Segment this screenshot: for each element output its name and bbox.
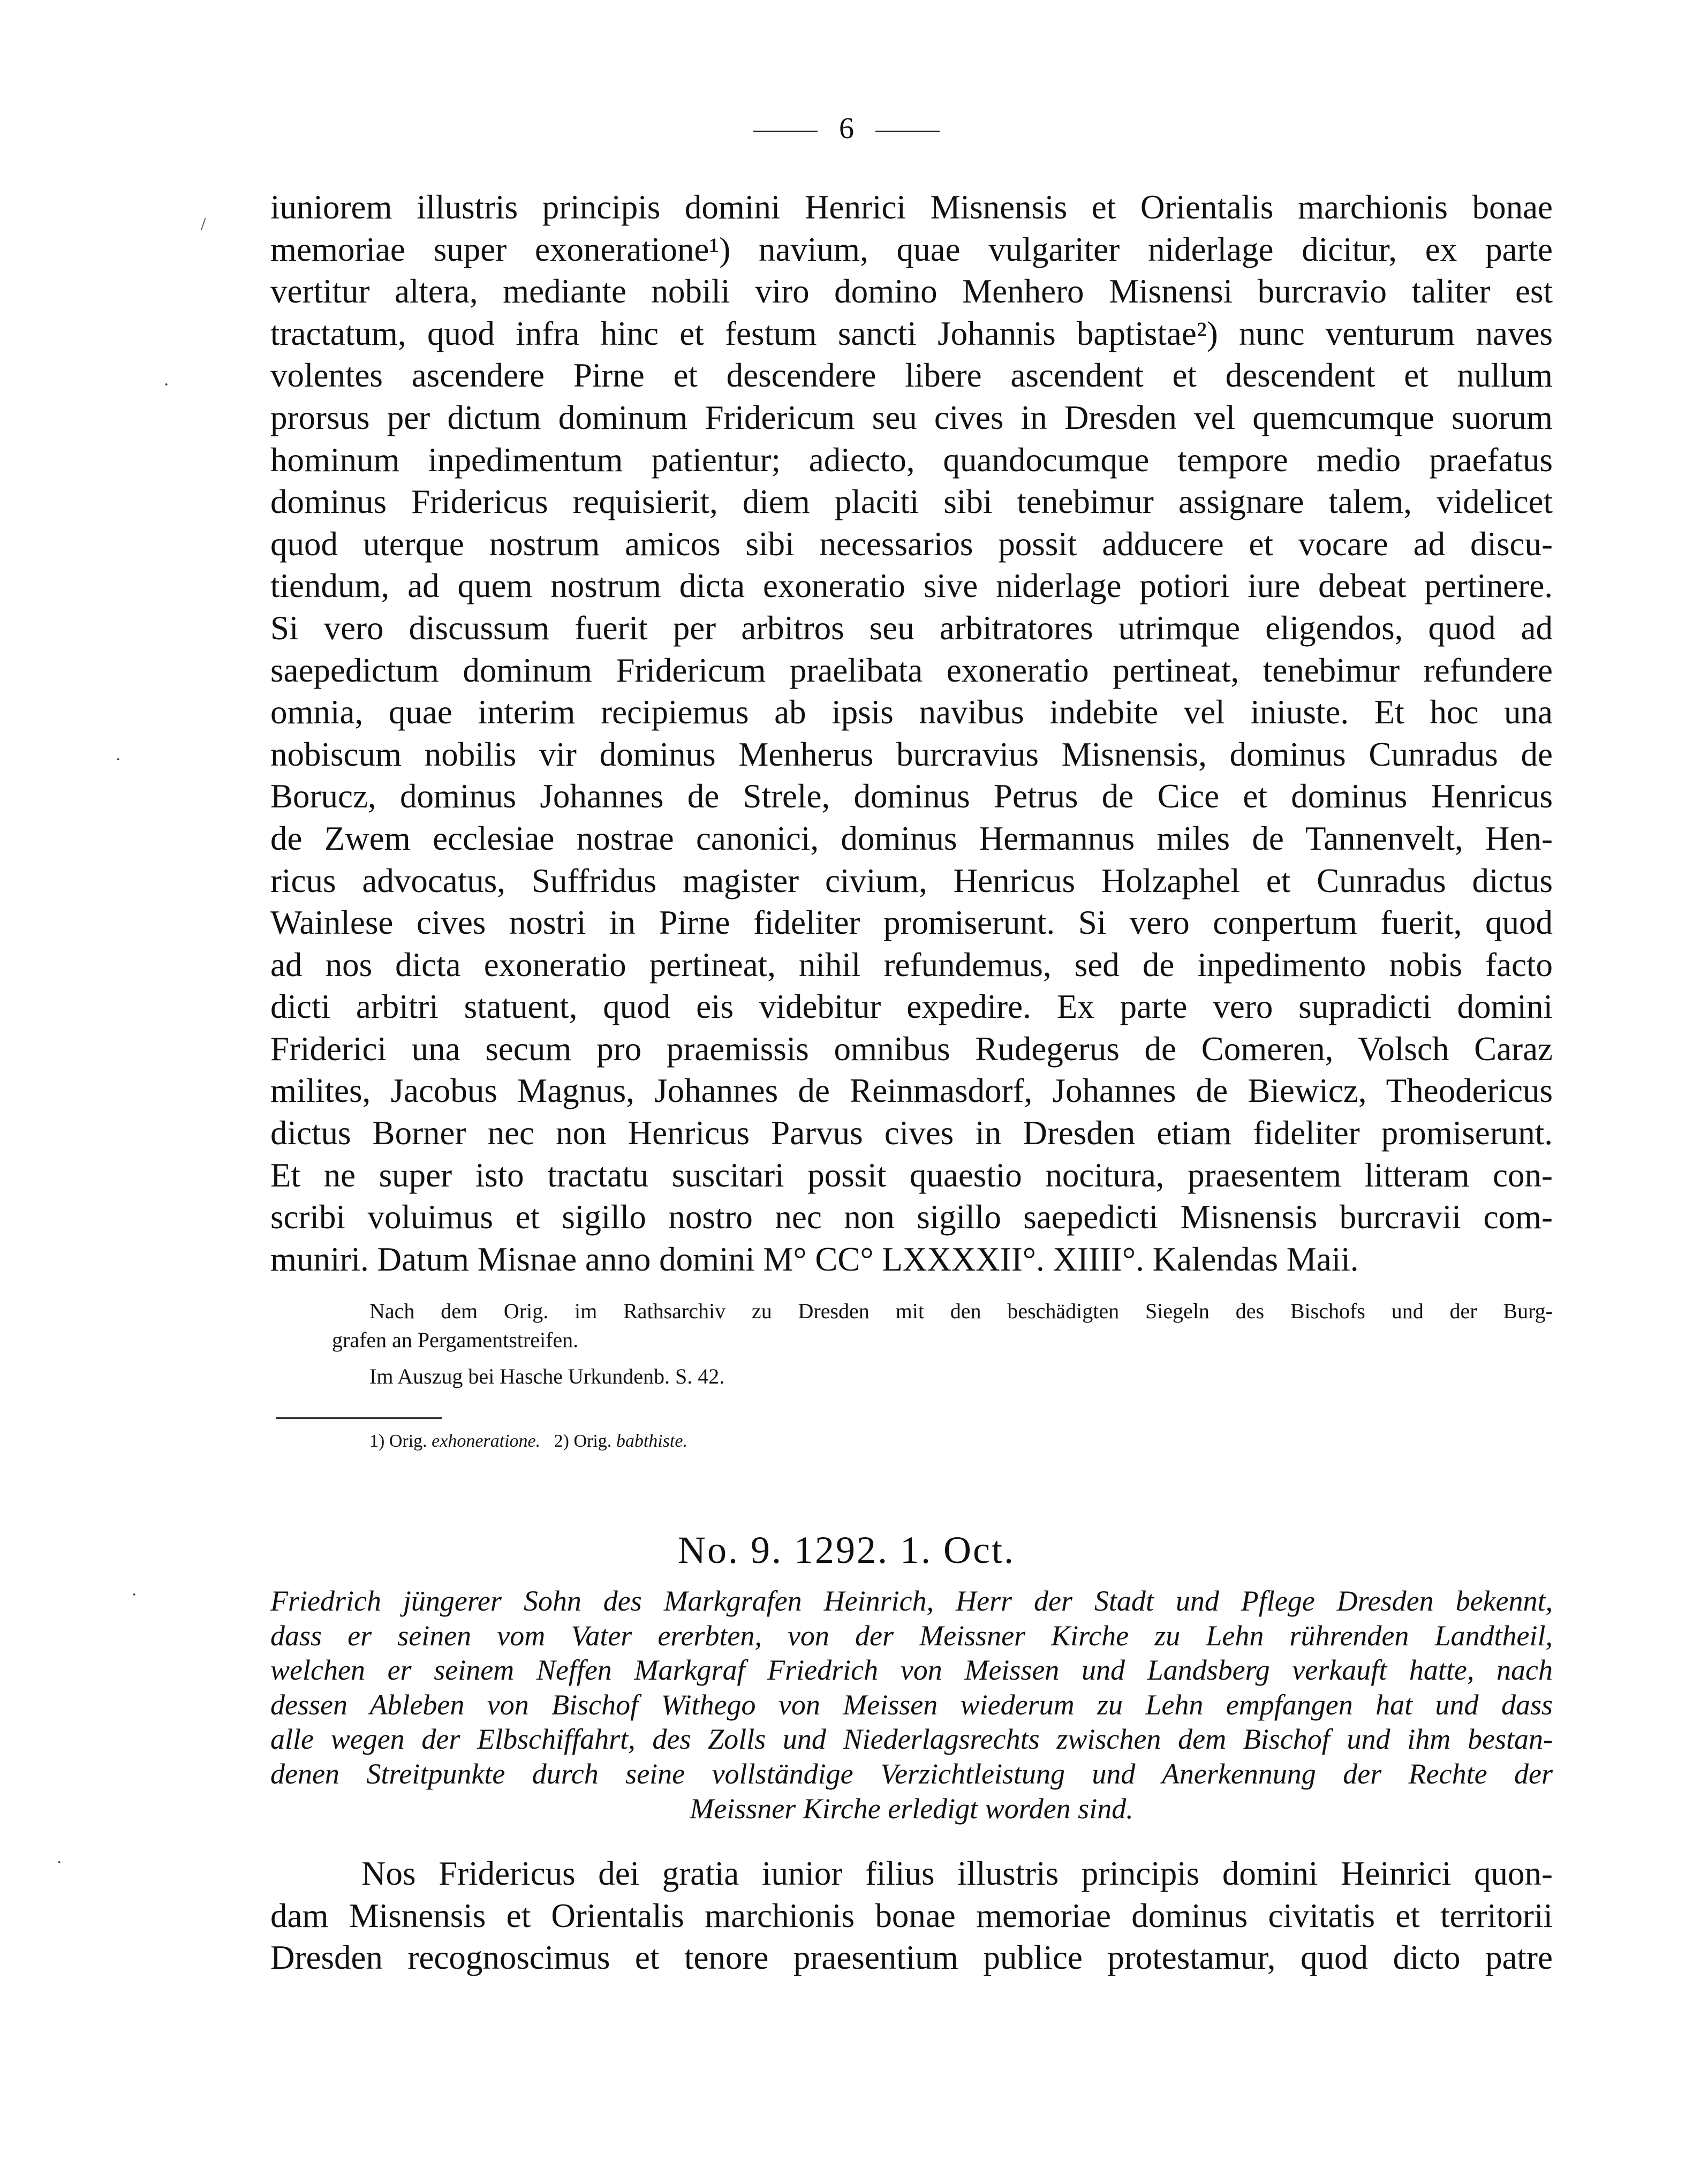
summary-line: denen Streitpunkte durch seine vollständige Verzichtleistung und Anerkennung der Rechte der [270, 1757, 1553, 1790]
text-line: iuniorem illustris principis domini Henrici Misnensis et Orientalis marchionis bonae [270, 188, 1553, 226]
text-line: tractatum, quod infra hinc et festum sancti Johannis baptistae²) nunc venturum naves [270, 314, 1553, 352]
text-line: memoriae super exoneratione¹) navium, quae vulgariter niderlage dicitur, ex parte [270, 230, 1553, 268]
header-dash-right [875, 131, 940, 132]
text-line: Friderici una secum pro praemissis omnibus Rudegerus de Comeren, Volsch Caraz [270, 1030, 1553, 1068]
margin-mark: · [56, 1853, 63, 1872]
regest-summary [270, 1584, 1553, 1826]
summary-line: alle wegen der Elbschiffahrt, des Zolls und Niederlagsrechts zwischen dem Bischof und ihm bestan- [270, 1723, 1553, 1756]
source-notes [332, 1297, 1553, 1391]
summary-line: dass er seinen vom Vater ererbten, von der Meissner Kirche zu Lehn rührenden Landtheil, [270, 1619, 1553, 1652]
text-line: Dresden recognoscimus et tenore praesentium publice protestamur, quod dicto patre [270, 1939, 1553, 1977]
footnote-1-text: exhoneratione. [432, 1431, 541, 1451]
text-line: milites, Jacobus Magnus, Johannes de Reinmasdorf, Johannes de Biewicz, Theodericus [270, 1072, 1553, 1110]
page-number: 6 [839, 112, 854, 145]
text-line: vertitur altera, mediante nobili viro domino Menhero Misnensi burcravio taliter est [270, 273, 1553, 311]
text-line: scribi voluimus et sigillo nostro nec non sigillo saepedicti Misnensis burcravii com- [270, 1198, 1553, 1236]
footnote-2-label: 2) Orig. [554, 1431, 612, 1451]
text-line: dicti arbitri statuent, quod eis videbitur expedire. Ex parte vero supradicti domini [270, 988, 1553, 1026]
text-line: nobiscum nobilis vir dominus Menherus burcravius Misnensis, dominus Cunradus de [270, 735, 1553, 773]
summary-line: Meissner Kirche erledigt worden sind. [690, 1792, 1133, 1825]
document-heading: No. 9. 1292. 1. Oct. [678, 1529, 1015, 1571]
source-note: grafen an Pergamentstreifen. [332, 1328, 579, 1352]
text-line: ricus advocatus, Suffridus magister civium, Henricus Holzaphel et Cunradus dictus [270, 861, 1553, 900]
text-line: Si vero discussum fuerit per arbitros seu arbitratores utrimque eligendos, quod ad [270, 609, 1553, 647]
text-line: quod uterque nostrum amicos sibi necessarios possit adducere et vocare ad discu- [270, 525, 1553, 563]
footnote-2-text: babthiste. [616, 1431, 687, 1451]
text-line: muniri. Datum Misnae anno domini M° CC° LXXXXII°. XIIII°. Kalendas Maii. [270, 1240, 1359, 1278]
text-line: dominus Fridericus requisierit, diem placiti sibi tenebimur assignare talem, videlicet [270, 483, 1553, 521]
margin-mark: / [201, 214, 206, 234]
text-line: saepedictum dominum Fridericum praelibata exoneratio pertineat, tenebimur refundere [270, 651, 1553, 689]
text-line: ad nos dicta exoneratio pertineat, nihil refundemus, sed de inpedimento nobis facto [270, 946, 1553, 984]
text-line: omnia, quae interim recipiemus ab ipsis navibus indebite vel iniuste. Et hoc una [270, 693, 1553, 731]
text-line: tiendum, ad quem nostrum dicta exoneratio sive niderlage potiori iure debeat pertinere. [270, 567, 1553, 605]
footnotes [369, 1431, 687, 1452]
charter-text [270, 186, 1553, 1280]
text-line: prorsus per dictum dominum Fridericum seu cives in Dresden vel quemcumque suorum [270, 398, 1553, 436]
source-note: Im Auszug bei Hasche Urkundenb. S. 42. [369, 1364, 725, 1388]
text-line: Et ne super isto tractatu suscitari possit quaestio nocitura, praesentem litteram con- [270, 1156, 1553, 1194]
source-note: Nach dem Orig. im Rathsarchiv zu Dresden mit den beschädigten Siegeln des Bischofs und der Burg- [369, 1299, 1553, 1323]
footnote-1-label: 1) Orig. [369, 1431, 427, 1451]
text-line: Wainlese cives nostri in Pirne fideliter promiserunt. Si vero conpertum fuerit, quod [270, 904, 1553, 942]
charter-text-2 [270, 1853, 1553, 1979]
margin-mark: · [115, 750, 122, 769]
text-line: dictus Borner nec non Henricus Parvus cives in Dresden etiam fideliter promiserunt. [270, 1114, 1553, 1152]
text-line: hominum inpedimentum patientur; adiecto, quandocumque tempore medio praefatus [270, 441, 1553, 479]
summary-line: Friedrich jüngerer Sohn des Markgrafen Heinrich, Herr der Stadt und Pflege Dresden bekennt, [270, 1585, 1553, 1617]
footnote-rule [276, 1417, 442, 1419]
summary-line: welchen er seinem Neffen Markgraf Friedrich von Meissen und Landsberg verkauft hatte, nach [270, 1654, 1553, 1687]
margin-mark: · [163, 375, 170, 395]
page-number-header [0, 112, 1693, 145]
text-line: volentes ascendere Pirne et descendere libere ascendent et descendent et nullum [270, 357, 1553, 395]
summary-line: dessen Ableben von Bischof Withego von Meissen wiederum zu Lehn empfangen hat und dass [270, 1688, 1553, 1721]
text-line: Borucz, dominus Johannes de Strele, dominus Petrus de Cice et dominus Henricus [270, 777, 1553, 815]
header-dash-left [753, 131, 818, 132]
text-line: dam Misnensis et Orientalis marchionis bonae memoriae dominus civitatis et territorii [270, 1896, 1553, 1934]
text-line: de Zwem ecclesiae nostrae canonici, dominus Hermannus miles de Tannenvelt, Hen- [270, 819, 1553, 857]
text-line: Nos Fridericus dei gratia iunior filius illustris principis domini Heinrici quon- [361, 1855, 1553, 1892]
margin-mark: · [131, 1585, 138, 1605]
